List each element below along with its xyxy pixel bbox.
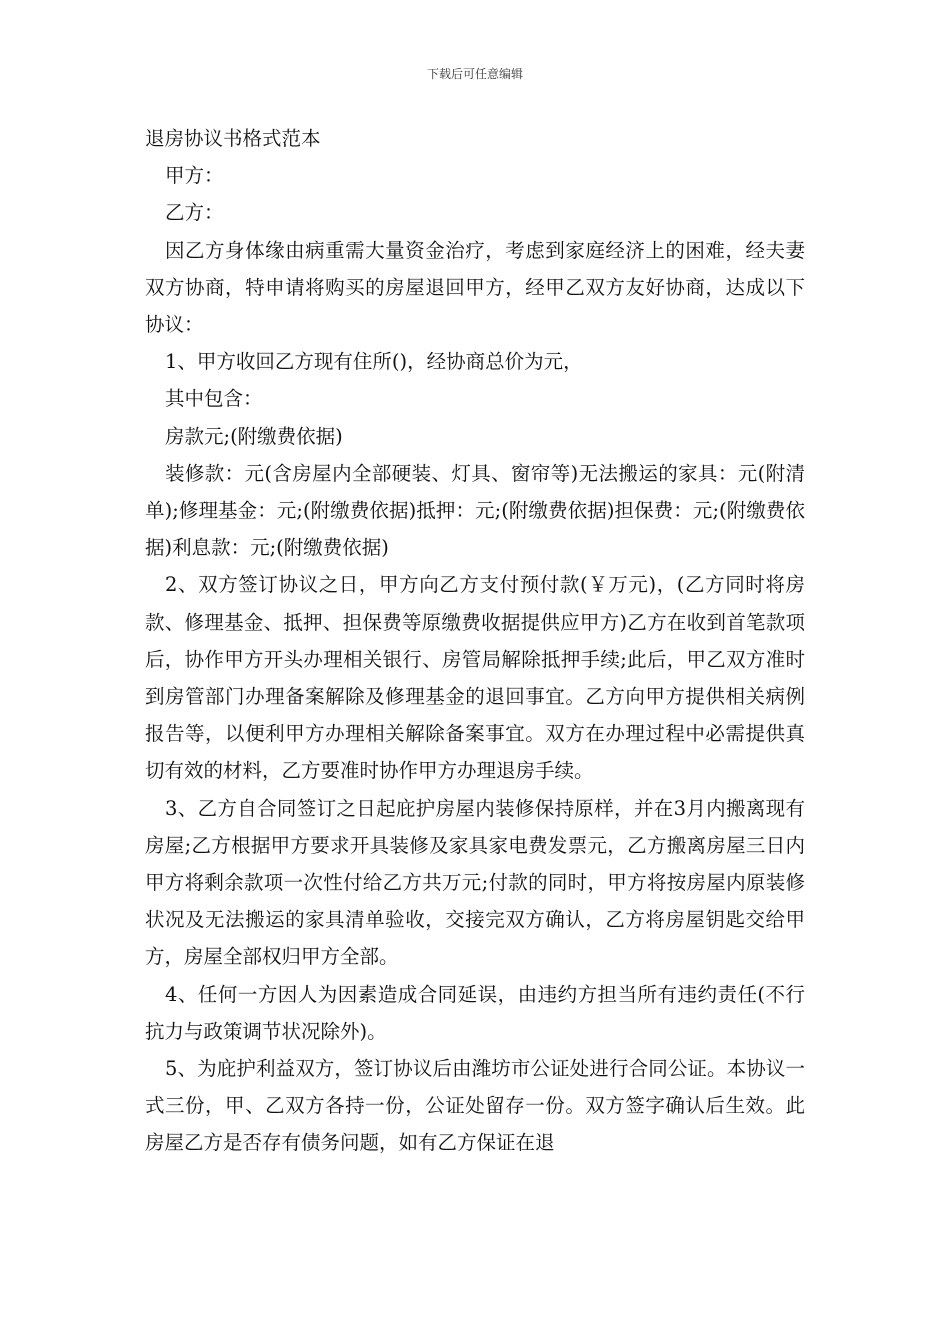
document-body [145, 120, 805, 1162]
clause-1: 1、甲方收回乙方现有住所()，经协商总价为元， [165, 350, 583, 374]
party-a-line: 甲方： [165, 164, 224, 188]
house-payment-line: 房款元;(附缴费依据) [165, 424, 343, 448]
clause-5: 5、为庇护利益双方，签订协议后由潍坊市公证处进行合同公证。本协议一式三份，甲、乙双方各持一份，公证处留存一份。双方签字确认后生效。此房屋乙方是否存有债务问题，如有乙方保证在退 [145, 1057, 805, 1155]
clause-4: 4、任何一方因人为因素造成合同延误，由违约方担当所有违约责任(不行抗力与政策调节状况除外)。 [145, 982, 805, 1043]
clause-2: 2、双方签订协议之日，甲方向乙方支付预付款(￥万元)，(乙方同时将房款、修理基金、抵押、担保费等原缴费收据提供应甲方)乙方在收到首笔款项后，协作甲方开头办理相关银行、房管局解除抵押手续;此后，甲乙双方准时到房管部门办理备案解除及修理基金的退回事宜。乙方向甲方提供相关病例报告等，以便利甲方办理相关解除备案事宜。双方在办理过程中必需提供真切有效的材料，乙方要准时协作甲方办理退房手续。 [145, 573, 805, 783]
intro-paragraph: 因乙方身体缘由病重需大量资金治疗，考虑到家庭经济上的困难，经夫妻双方协商，特申请将购买的房屋退回甲方，经甲乙双方友好协商，达成以下协议： [145, 238, 805, 337]
clause-3: 3、乙方自合同签订之日起庇护房屋内装修保持原样，并在3月内搬离现有房屋;乙方根据甲方要求开具装修及家具家电费发票元，乙方搬离房屋三日内甲方将剩余款项一次性付给乙方共万元;付款的同时，甲方将按房屋内原装修状况及无法搬运的家具清单验收，交接完双方确认，乙方将房屋钥匙交给甲方，房屋全部权归甲方全部。 [145, 796, 805, 969]
party-b-line: 乙方： [165, 201, 224, 225]
header-note: 下载后可任意编辑 [426, 67, 523, 81]
includes-line: 其中包含： [165, 387, 263, 411]
document-title: 退房协议书格式范本 [145, 127, 321, 150]
fees-paragraph: 装修款：元(含房屋内全部硬装、灯具、窗帘等)无法搬运的家具：元(附清单);修理基金：元;(附缴费依据)抵押：元;(附缴费依据)担保费：元;(附缴费依据)利息款：元;(附缴费依据) [145, 461, 805, 560]
